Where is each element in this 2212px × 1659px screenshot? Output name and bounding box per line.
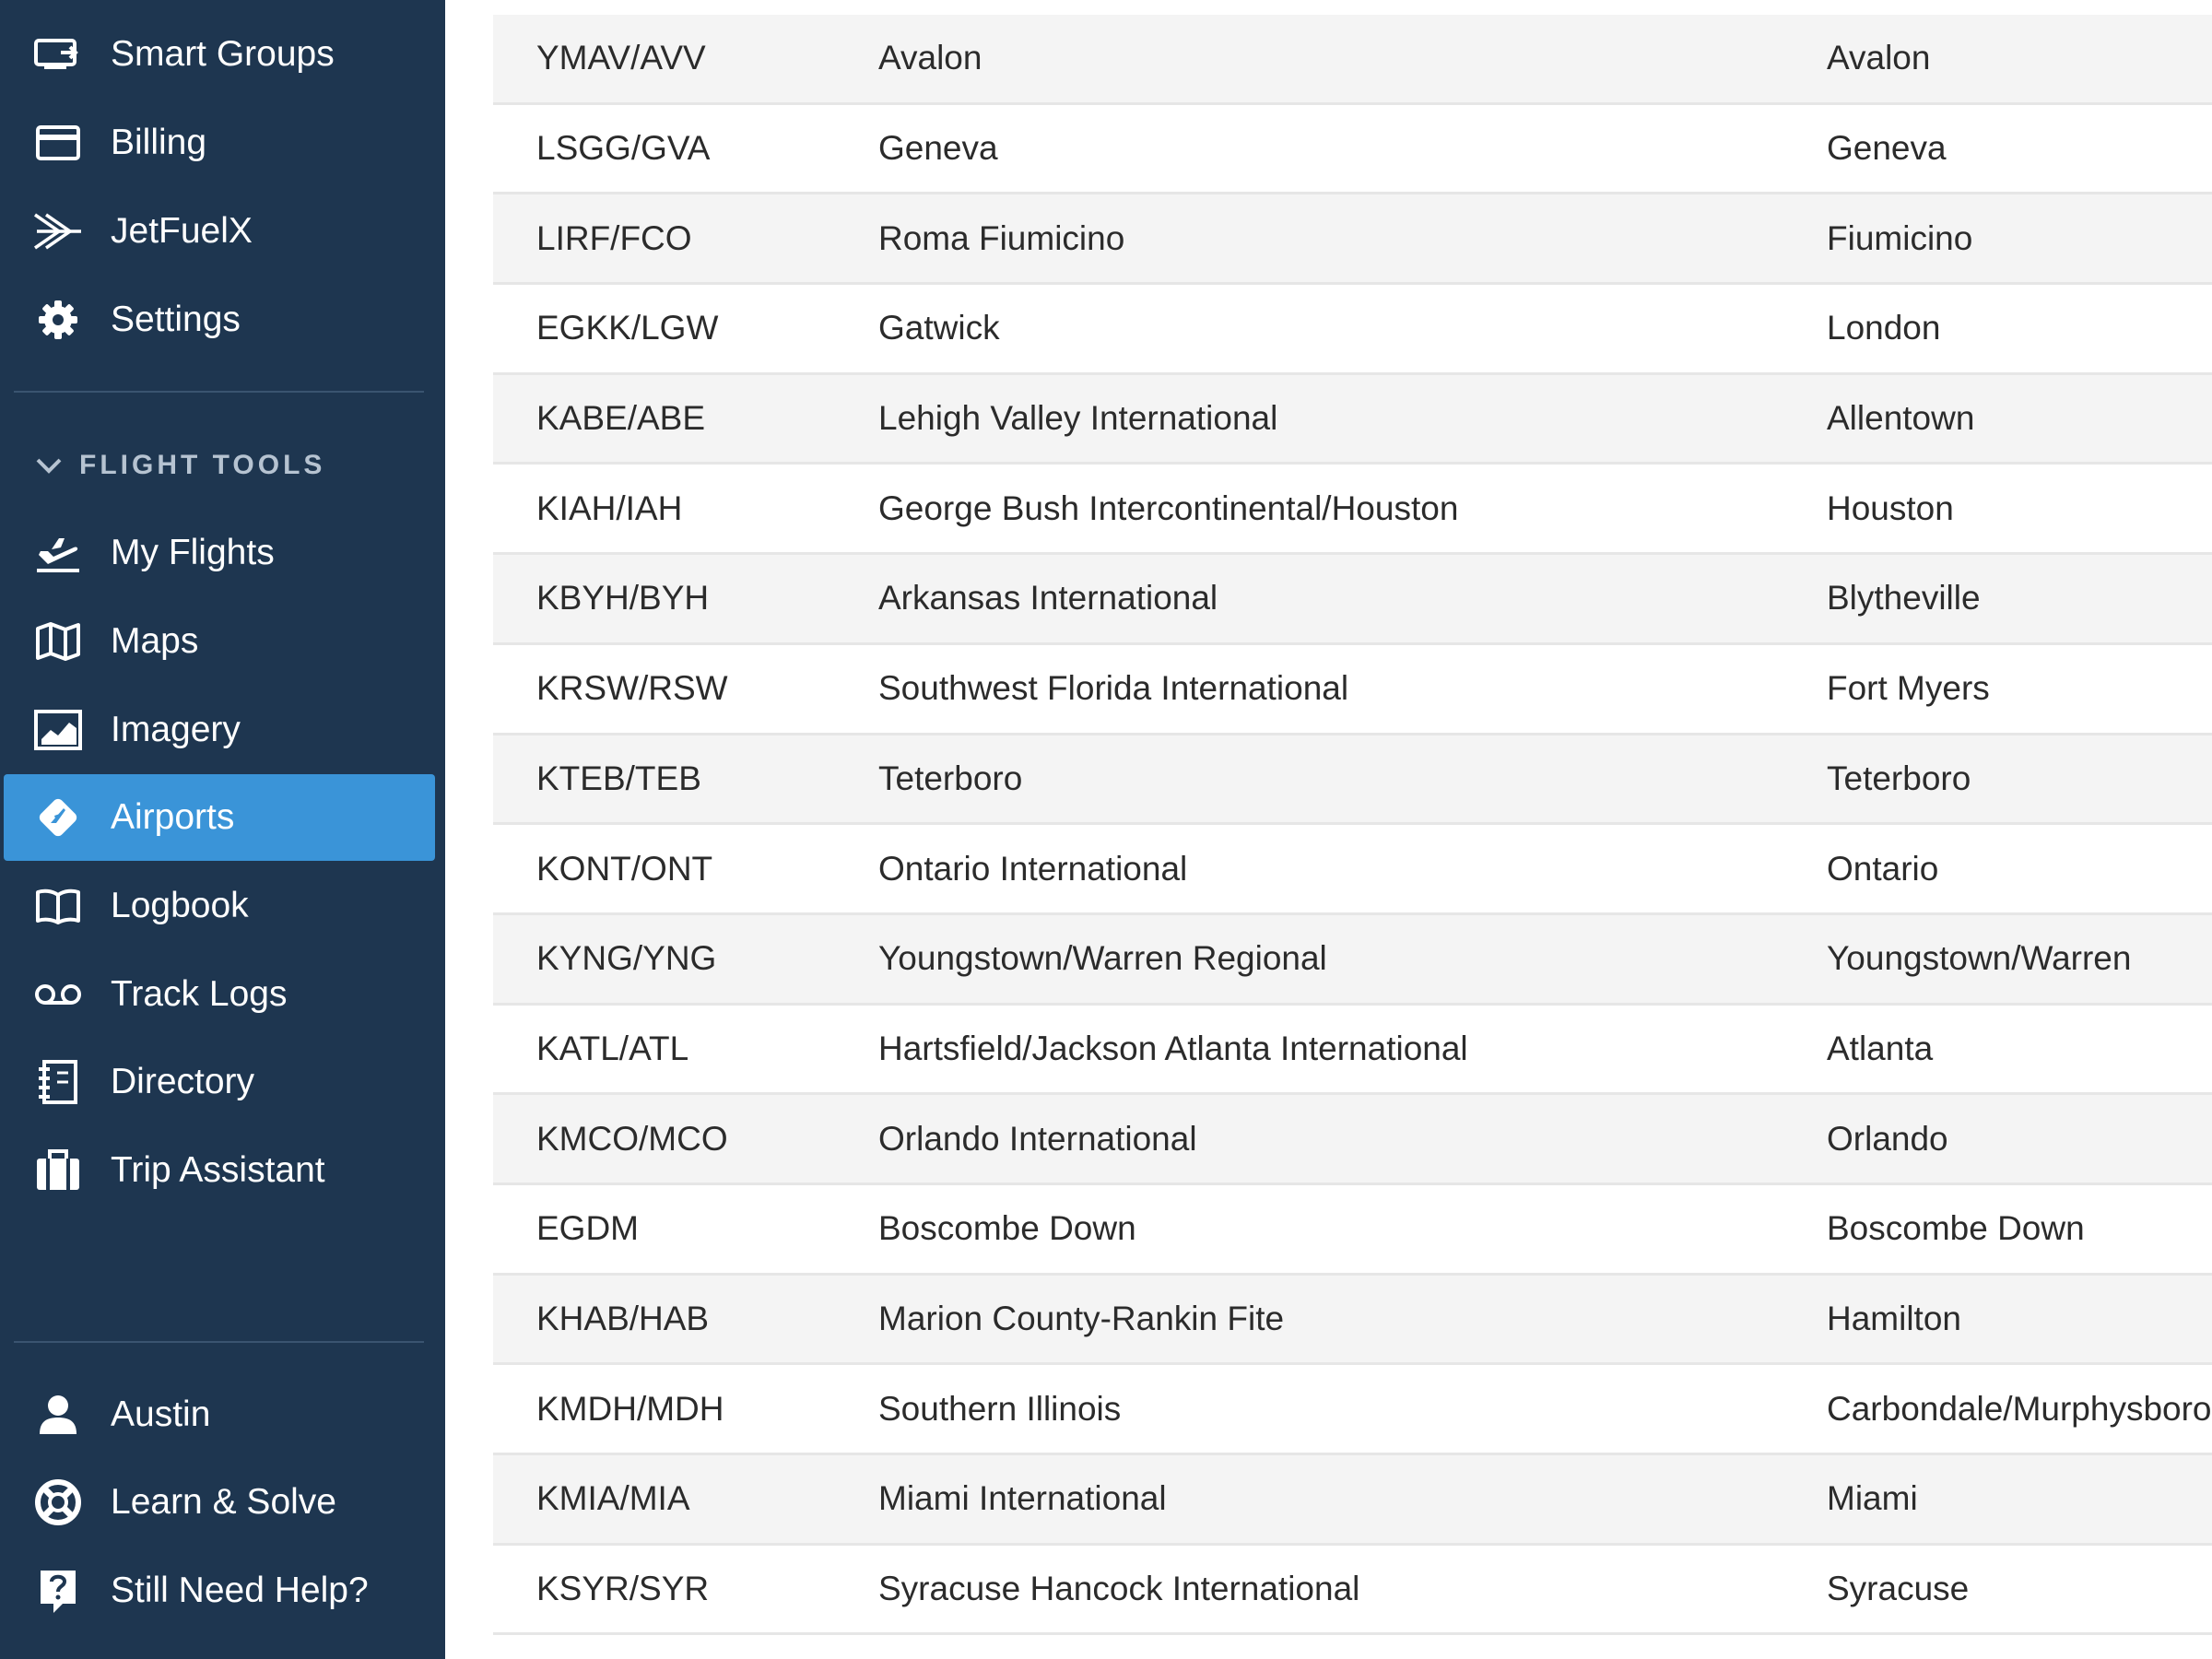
table-row[interactable]	[493, 285, 2212, 375]
sidebar-item-label: Logbook	[111, 886, 249, 925]
sidebar	[0, 0, 445, 1659]
user-icon	[33, 1390, 83, 1440]
airport-name-cell: Ontario International	[878, 849, 1188, 888]
sidebar-item-label: Billing	[111, 123, 207, 162]
sidebar-item-settings[interactable]	[4, 276, 435, 363]
airport-name-cell: George Bush Intercontinental/Houston	[878, 488, 1459, 527]
airport-code-cell: LSGG/GVA	[536, 129, 711, 168]
table-row[interactable]	[493, 735, 2212, 826]
sidebar-item-label: Maps	[111, 621, 199, 661]
sidebar-divider	[14, 1341, 424, 1343]
table-row[interactable]	[493, 375, 2212, 465]
sidebar-item-billing[interactable]	[4, 100, 435, 186]
airport-name-cell: Hartsfield/Jackson Atlanta International	[878, 1029, 1468, 1067]
map-icon	[33, 617, 83, 666]
airport-name-cell: Southern Illinois	[878, 1389, 1122, 1428]
airport-icon	[33, 793, 83, 842]
airport-code-cell: KMDH/MDH	[536, 1389, 724, 1428]
gear-icon	[33, 295, 83, 345]
sidebar-item-imagery[interactable]	[4, 687, 435, 773]
airport-code-cell: KABE/ABE	[536, 399, 706, 438]
airport-name-cell: Youngstown/Warren Regional	[878, 939, 1327, 978]
airport-city-cell: Fiumicino	[1827, 218, 1973, 257]
airport-name-cell: Gatwick	[878, 309, 1000, 347]
sidebar-item-label: My Flights	[111, 533, 275, 572]
question-icon	[33, 1566, 83, 1616]
life-ring-icon	[33, 1477, 83, 1527]
airport-code-cell: KBYH/BYH	[536, 579, 710, 618]
credit-card-icon	[33, 118, 83, 168]
airport-code-cell: LIRF/FCO	[536, 218, 692, 257]
sidebar-item-airports[interactable]	[4, 774, 435, 861]
table-row[interactable]	[493, 645, 2212, 735]
airport-code-cell: KONT/ONT	[536, 849, 713, 888]
airport-city-cell: Carbondale/Murphysboro	[1827, 1389, 2212, 1428]
airport-name-cell: Lehigh Valley International	[878, 399, 1278, 438]
sidebar-item-logbook[interactable]	[4, 863, 435, 949]
sidebar-item-trip-assistant[interactable]	[4, 1127, 435, 1214]
airport-city-cell: Atlanta	[1827, 1029, 1934, 1067]
sidebar-item-label: Learn & Solve	[111, 1482, 336, 1522]
airport-name-cell: Avalon	[878, 39, 982, 77]
airport-city-cell: Fort Myers	[1827, 669, 1990, 708]
sidebar-item-label: Austin	[111, 1394, 211, 1434]
airport-city-cell: Boscombe Down	[1827, 1209, 2085, 1248]
sidebar-item-track-logs[interactable]	[4, 951, 435, 1038]
airport-code-cell: KSYR/SYR	[536, 1570, 710, 1608]
airport-name-cell: Orlando International	[878, 1119, 1197, 1158]
airport-city-cell: Geneva	[1827, 129, 1947, 168]
airport-name-cell: Roma Fiumicino	[878, 218, 1125, 257]
airport-code-cell: KRSW/RSW	[536, 669, 728, 708]
sidebar-item-label: Trip Assistant	[111, 1150, 325, 1190]
table-row[interactable]	[493, 1546, 2212, 1636]
airport-code-cell: KMIA/MIA	[536, 1479, 690, 1518]
airport-code-cell: EGKK/LGW	[536, 309, 719, 347]
table-row[interactable]	[493, 465, 2212, 555]
table-row[interactable]	[493, 1185, 2212, 1276]
sidebar-item-label: Airports	[111, 797, 235, 837]
sidebar-item-jetfuelx[interactable]	[4, 188, 435, 275]
sidebar-item-smart-groups[interactable]	[4, 11, 435, 98]
airport-city-cell: Ontario	[1827, 849, 1939, 888]
airport-name-cell: Arkansas International	[878, 579, 1218, 618]
chevron-down-icon	[33, 450, 65, 481]
airport-name-cell: Syracuse Hancock International	[878, 1570, 1360, 1608]
airport-code-cell: KHAB/HAB	[536, 1299, 710, 1337]
sidebar-item-user[interactable]	[4, 1371, 435, 1458]
sidebar-item-maps[interactable]	[4, 598, 435, 685]
table-row[interactable]	[493, 1365, 2212, 1455]
voicemail-icon	[33, 970, 83, 1019]
airport-code-cell: KTEB/TEB	[536, 759, 701, 797]
airports-table	[493, 15, 2212, 1635]
airport-code-cell: KIAH/IAH	[536, 488, 683, 527]
airport-code-cell: EGDM	[536, 1209, 639, 1248]
airport-city-cell: Allentown	[1827, 399, 1975, 438]
airport-name-cell: Geneva	[878, 129, 998, 168]
imagery-icon	[33, 705, 83, 755]
airport-name-cell: Southwest Florida International	[878, 669, 1349, 708]
airport-city-cell: Avalon	[1827, 39, 1931, 77]
airport-code-cell: KATL/ATL	[536, 1029, 689, 1067]
airport-city-cell: Teterboro	[1827, 759, 1971, 797]
table-row[interactable]	[493, 1006, 2212, 1096]
table-row[interactable]	[493, 915, 2212, 1006]
sidebar-item-label: Still Need Help?	[111, 1571, 369, 1610]
airport-city-cell: Syracuse	[1827, 1570, 1970, 1608]
sidebar-item-label: JetFuelX	[111, 211, 253, 251]
sidebar-item-my-flights[interactable]	[4, 510, 435, 596]
sidebar-item-label: Settings	[111, 300, 241, 339]
airport-city-cell: Miami	[1827, 1479, 1918, 1518]
airport-name-cell: Boscombe Down	[878, 1209, 1136, 1248]
table-row[interactable]	[493, 555, 2212, 645]
airport-name-cell: Teterboro	[878, 759, 1023, 797]
table-row[interactable]	[493, 825, 2212, 915]
sidebar-item-label: Imagery	[111, 710, 241, 749]
airport-city-cell: London	[1827, 309, 1941, 347]
airport-code-cell: YMAV/AVV	[536, 39, 706, 77]
section-title: FLIGHT TOOLS	[79, 450, 326, 480]
table-row[interactable]	[493, 105, 2212, 195]
airport-code-cell: KYNG/YNG	[536, 939, 717, 978]
airports-main	[445, 0, 2212, 1659]
airport-city-cell: Orlando	[1827, 1119, 1948, 1158]
airport-city-cell: Hamilton	[1827, 1299, 1961, 1337]
suitcase-icon	[33, 1146, 83, 1195]
sidebar-item-learn-solve[interactable]	[4, 1459, 435, 1546]
airport-name-cell: Marion County-Rankin Fite	[878, 1299, 1285, 1337]
table-row[interactable]	[493, 1455, 2212, 1546]
plane-departure-icon	[33, 528, 83, 578]
sidebar-item-label: Track Logs	[111, 974, 288, 1014]
airport-code-cell: KMCO/MCO	[536, 1119, 728, 1158]
sidebar-item-help[interactable]	[4, 1547, 435, 1634]
airport-city-cell: Houston	[1827, 488, 1954, 527]
sidebar-item-label: Directory	[111, 1062, 255, 1101]
table-row[interactable]	[493, 1276, 2212, 1366]
jetfuelx-icon	[33, 206, 83, 256]
airport-name-cell: Miami International	[878, 1479, 1167, 1518]
book-icon	[33, 881, 83, 931]
flight-tools-section-toggle[interactable]	[33, 447, 325, 484]
address-book-icon	[33, 1057, 83, 1107]
sidebar-item-label: Smart Groups	[111, 34, 335, 74]
sidebar-divider	[14, 391, 424, 393]
table-row[interactable]	[493, 194, 2212, 285]
sidebar-item-directory[interactable]	[4, 1039, 435, 1125]
airport-city-cell: Blytheville	[1827, 579, 1981, 618]
smart-groups-icon	[33, 29, 83, 79]
table-row[interactable]	[493, 1095, 2212, 1185]
table-row[interactable]	[493, 15, 2212, 105]
airport-city-cell: Youngstown/Warren	[1827, 939, 2132, 978]
